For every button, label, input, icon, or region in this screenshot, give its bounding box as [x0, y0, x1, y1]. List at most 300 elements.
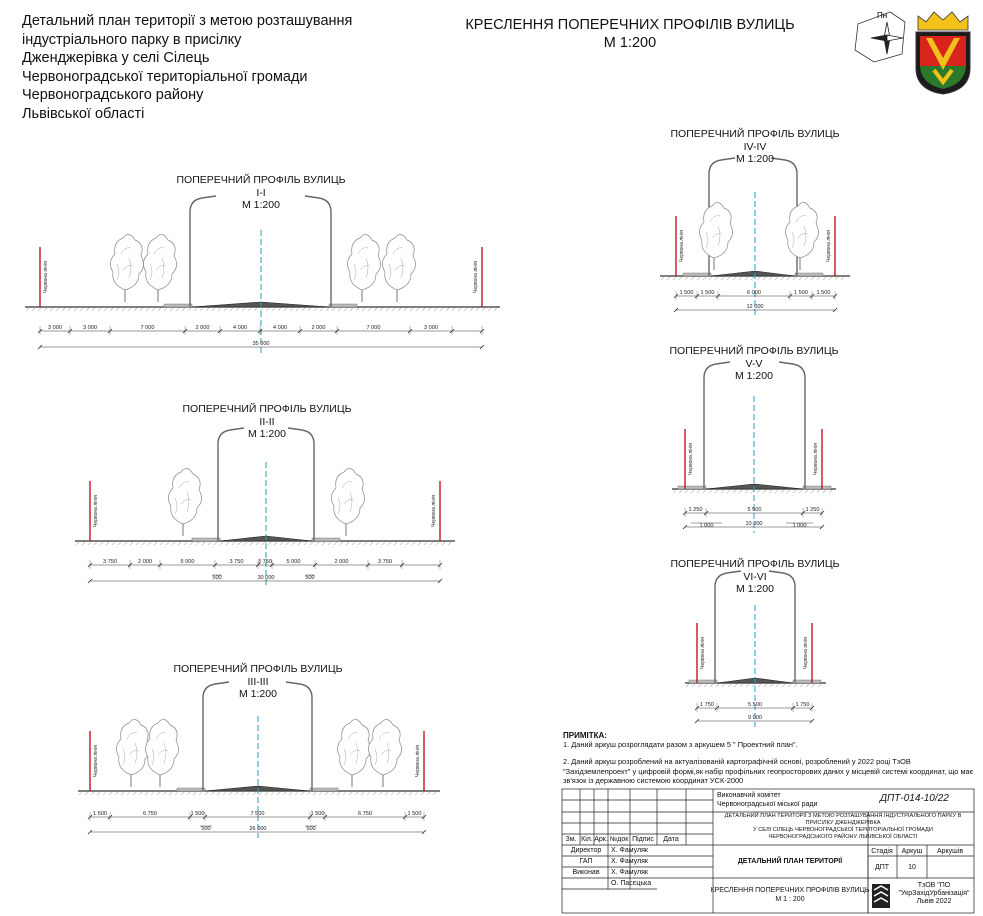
dimension-value: 6 000 — [747, 290, 761, 296]
ground-hatch — [208, 542, 211, 545]
dimension-value: 2 000 — [195, 325, 210, 331]
ground-hatch — [400, 542, 403, 545]
dimension-value: 1 500 — [679, 290, 694, 296]
dimension-value: 1 750 — [700, 702, 714, 708]
dimension-value: 1 500 — [93, 811, 107, 817]
dimension-value: 2 000 — [334, 559, 349, 565]
ground-hatch — [145, 792, 148, 795]
person-role: ГАП — [579, 858, 593, 865]
ground-hatch — [206, 308, 209, 311]
ground-hatch — [104, 308, 107, 311]
ground-hatch — [224, 308, 227, 311]
ground-hatch — [829, 490, 832, 493]
ground-hatch — [398, 308, 401, 311]
ground-hatch — [316, 542, 319, 545]
ground-hatch — [343, 792, 346, 795]
ground-hatch — [187, 792, 190, 795]
sidewalk — [329, 304, 357, 307]
ground-hatch — [91, 792, 94, 795]
ground-hatch — [758, 684, 761, 687]
ground-hatch — [292, 542, 295, 545]
ground-hatch — [476, 308, 479, 311]
ground-hatch — [721, 490, 724, 493]
ground-hatch — [800, 684, 803, 687]
note-item: 2. Даний аркуш розроблений на актуалізованій картографічній основі, розроблений у 2022 році ТзОВ "Західземлепроект" у цифровій формі,як набір профільних геопросторових даних у місцевій системі координат, що має зв'язок із державною системою координат УСК-2000 — [563, 757, 974, 785]
project-desc: ЧЕРВОНОГРАДСЬКОГО РАЙОНУ ЛЬВІВСЬКОЇ ОБЛАСТІ — [768, 834, 918, 840]
street-lamp — [305, 196, 331, 307]
dimension-value: 1 500 — [190, 811, 205, 817]
client-line: Червоноградської міської ради — [717, 801, 818, 808]
ground-hatch — [50, 308, 53, 311]
ground-hatch — [110, 308, 113, 311]
ground-hatch — [382, 542, 385, 545]
ground-hatch — [128, 308, 131, 311]
sheet-title-scale: М 1:200 — [603, 35, 657, 51]
red-line-label: Червона лінія — [813, 443, 819, 475]
project-title-line: Львівської області — [22, 105, 145, 122]
ground-hatch — [242, 308, 245, 311]
ground-hatch — [769, 490, 772, 493]
dimension-value: 3 000 — [83, 325, 97, 331]
sheet-value: 10 — [908, 864, 916, 871]
profile-scale: М 1:200 — [242, 199, 280, 211]
ground-hatch — [248, 308, 251, 311]
ground-hatch — [412, 542, 415, 545]
ground-hatch — [782, 684, 785, 687]
ground-hatch — [811, 277, 814, 280]
ground-hatch — [349, 792, 352, 795]
ground-hatch — [190, 542, 193, 545]
profile-scale: М 1:200 — [735, 370, 773, 382]
ground-hatch — [410, 308, 413, 311]
ground-hatch — [667, 277, 670, 280]
tree-icon — [145, 719, 178, 787]
ground-hatch — [793, 490, 796, 493]
ground-hatch — [124, 542, 127, 545]
ground-hatch — [362, 308, 365, 311]
total-dimension-value: 12 000 — [746, 304, 764, 310]
dimension-value: 3 750 — [229, 559, 244, 565]
ground-hatch — [136, 542, 139, 545]
ground-hatch — [346, 542, 349, 545]
ground-hatch — [388, 542, 391, 545]
ground-hatch — [32, 308, 35, 311]
dimension-value: 3 000 — [48, 325, 62, 331]
ground-hatch — [440, 308, 443, 311]
sidewalk — [793, 680, 821, 683]
col-header: Кіл. — [581, 836, 593, 843]
ground-hatch — [776, 684, 779, 687]
ground-hatch — [775, 490, 778, 493]
ground-hatch — [115, 792, 118, 795]
ground-hatch — [277, 792, 280, 795]
person-name: Х. Фамуляк — [611, 847, 648, 854]
ground-hatch — [745, 277, 748, 280]
ground-hatch — [212, 308, 215, 311]
ground-hatch — [182, 308, 185, 311]
ground-hatch — [367, 792, 370, 795]
ground-hatch — [817, 490, 820, 493]
dimension-value: 2 000 — [138, 559, 152, 565]
ground-hatch — [392, 308, 395, 311]
ground-hatch — [458, 308, 461, 311]
profile-id: III-III — [247, 675, 269, 688]
ground-hatch — [404, 308, 407, 311]
ground-hatch — [232, 542, 235, 545]
ground-hatch — [184, 542, 187, 545]
street-lamp — [288, 428, 314, 541]
plan-name: ДЕТАЛЬНИЙ ПЛАН ТЕРИТОРІЇ — [737, 858, 843, 865]
ground-hatch — [799, 490, 802, 493]
dimension-value: 1 500 — [794, 290, 808, 296]
organization-logo — [872, 884, 890, 908]
profile-II-II — [75, 428, 455, 587]
ground-hatch — [823, 490, 826, 493]
ground-hatch — [757, 490, 760, 493]
project-title-line: Червоноградської територіальної громади — [22, 68, 308, 85]
person-role: Директор — [570, 847, 602, 854]
ground-hatch — [194, 308, 197, 311]
ground-hatch — [685, 277, 688, 280]
ground-hatch — [44, 308, 47, 311]
ground-hatch — [280, 542, 283, 545]
profile-id: I-I — [256, 186, 266, 199]
ground-hatch — [256, 542, 259, 545]
sidewalk — [312, 538, 340, 541]
ground-hatch — [452, 308, 455, 311]
ground-hatch — [361, 792, 364, 795]
ground-hatch — [727, 490, 730, 493]
ground-hatch — [424, 542, 427, 545]
ground-hatch — [794, 684, 797, 687]
project-title-line: Дженджерівка у селі Сілець — [22, 50, 210, 67]
ground-hatch — [799, 277, 802, 280]
dimension-value: 2 000 — [311, 325, 326, 331]
sub-dimension-value: 1 000 — [699, 523, 714, 529]
dimension-value: 1 500 — [310, 811, 325, 817]
sidewalk — [177, 788, 205, 791]
ground-hatch — [301, 792, 304, 795]
ground-hatch — [406, 542, 409, 545]
ground-hatch — [841, 277, 844, 280]
note-heading: ПРИМІТКА: — [563, 731, 607, 740]
ground-hatch — [430, 542, 433, 545]
col-header: №док — [609, 836, 629, 843]
sub-dimension-value: 1 000 — [792, 523, 807, 529]
profile-III-III — [78, 682, 440, 838]
ground-hatch — [322, 542, 325, 545]
tree-icon — [347, 234, 380, 302]
profile-title-III — [173, 663, 342, 701]
ground-hatch — [181, 792, 184, 795]
ground-hatch — [325, 792, 328, 795]
tree-icon — [382, 234, 415, 302]
ground-hatch — [470, 308, 473, 311]
dimension-value: 1 250 — [805, 507, 820, 513]
ground-hatch — [56, 308, 59, 311]
profile-heading: ПОПЕРЕЧНИЙ ПРОФІЛЬ ВУЛИЦЬ — [176, 174, 346, 186]
dimension-value: 7 000 — [366, 325, 381, 331]
ground-hatch — [811, 490, 814, 493]
profile-title-V — [669, 345, 838, 383]
ground-hatch — [163, 792, 166, 795]
ground-hatch — [295, 792, 298, 795]
sidewalk — [795, 273, 823, 276]
ground-hatch — [146, 308, 149, 311]
stage-label: Стадія — [871, 848, 893, 855]
ground-hatch — [166, 542, 169, 545]
ground-hatch — [428, 308, 431, 311]
tree-icon — [368, 719, 401, 787]
ground-hatch — [409, 792, 412, 795]
profile-id: VI-VI — [743, 570, 767, 583]
ground-hatch — [787, 277, 790, 280]
ground-hatch — [158, 308, 161, 311]
profile-IV-IV — [660, 158, 850, 316]
ground-hatch — [818, 684, 821, 687]
ground-hatch — [787, 490, 790, 493]
dimension-value: 7 500 — [250, 811, 265, 817]
ground-hatch — [205, 792, 208, 795]
ground-hatch — [373, 792, 376, 795]
dimension-value: 3 750 — [378, 559, 392, 565]
ground-hatch — [805, 490, 808, 493]
ground-hatch — [781, 490, 784, 493]
ground-hatch — [142, 542, 145, 545]
ground-hatch — [733, 277, 736, 280]
sub-dimension-value: 500 — [305, 575, 315, 581]
ground-hatch — [307, 792, 310, 795]
ground-hatch — [364, 542, 367, 545]
ground-hatch — [703, 490, 706, 493]
dimension-value: 5 000 — [286, 559, 301, 565]
red-line-label: Червона лінія — [93, 495, 99, 527]
tree-icon — [116, 719, 149, 787]
red-line-label: Червона лінія — [803, 637, 809, 669]
ground-hatch — [698, 684, 701, 687]
ground-hatch — [134, 308, 137, 311]
person-name: Х. Фамуляк — [611, 858, 648, 865]
ground-hatch — [314, 308, 317, 311]
ground-hatch — [217, 792, 220, 795]
ground-hatch — [320, 308, 323, 311]
ground-hatch — [121, 792, 124, 795]
ground-hatch — [488, 308, 491, 311]
total-dimension-value: 10 000 — [745, 521, 763, 527]
ground-hatch — [313, 792, 316, 795]
ground-hatch — [788, 684, 791, 687]
ground-hatch — [358, 542, 361, 545]
ground-hatch — [334, 542, 337, 545]
ground-hatch — [739, 490, 742, 493]
ground-hatch — [235, 792, 238, 795]
ground-hatch — [230, 308, 233, 311]
ground-hatch — [175, 792, 178, 795]
ground-hatch — [703, 277, 706, 280]
ground-hatch — [775, 277, 778, 280]
ground-hatch — [226, 542, 229, 545]
project-desc: У СЕЛІ СІЛЕЦЬ ЧЕРВОНОГРАДСЬКОЇ ТЕРИТОРІАЛЬНОЇ ГРОМАДИ — [753, 827, 933, 833]
ground-hatch — [442, 542, 445, 545]
ground-hatch — [62, 308, 65, 311]
ground-hatch — [344, 308, 347, 311]
profile-heading: ПОПЕРЕЧНИЙ ПРОФІЛЬ ВУЛИЦЬ — [182, 403, 352, 415]
dimension-value: 3 750 — [103, 559, 117, 565]
project-title-line: Детальний план території з метою розташування — [22, 13, 353, 29]
sidewalk — [803, 486, 831, 489]
ground-hatch — [103, 792, 106, 795]
ground-hatch — [38, 308, 41, 311]
street-lamp — [190, 196, 216, 307]
org-name: Львів 2022 — [916, 898, 952, 905]
dimension-value: 1 500 — [407, 811, 422, 817]
person-role: Виконав — [572, 869, 600, 876]
ground-hatch — [97, 792, 100, 795]
ground-hatch — [26, 308, 29, 311]
ground-hatch — [199, 792, 202, 795]
ground-hatch — [100, 542, 103, 545]
profile-id: V-V — [745, 357, 763, 370]
ground-hatch — [127, 792, 130, 795]
ground-hatch — [403, 792, 406, 795]
profile-heading: ПОПЕРЕЧНИЙ ПРОФІЛЬ ВУЛИЦЬ — [173, 663, 343, 675]
dimension-value: 6 750 — [143, 811, 157, 817]
ground-hatch — [356, 308, 359, 311]
ground-hatch — [722, 684, 725, 687]
ground-hatch — [368, 308, 371, 311]
dimension-value: 3 750 — [258, 559, 272, 565]
ground-hatch — [464, 308, 467, 311]
project-desc: ПРИСІЛКУ ДЖЕНДЖЕРІВКА — [805, 820, 881, 826]
ground-hatch — [170, 308, 173, 311]
total-dimension-value: 35 000 — [252, 341, 270, 347]
ground-hatch — [271, 792, 274, 795]
ground-hatch — [262, 542, 265, 545]
ground-hatch — [260, 308, 263, 311]
dimension-value: 6 750 — [358, 811, 372, 817]
ground-hatch — [679, 490, 682, 493]
tree-icon — [168, 468, 201, 536]
ground-hatch — [169, 792, 172, 795]
ground-hatch — [728, 684, 731, 687]
ground-hatch — [236, 308, 239, 311]
person-name: О. Пасєцька — [611, 880, 652, 887]
ground-hatch — [704, 684, 707, 687]
ground-hatch — [433, 792, 436, 795]
ground-hatch — [116, 308, 119, 311]
ground-hatch — [709, 277, 712, 280]
total-dimension-value: 9 000 — [748, 715, 762, 721]
ground-hatch — [673, 490, 676, 493]
ground-hatch — [85, 792, 88, 795]
ground-hatch — [152, 308, 155, 311]
ground-hatch — [721, 277, 724, 280]
sidewalk — [310, 788, 338, 791]
dimension-value: 3 000 — [424, 325, 438, 331]
ground-hatch — [781, 277, 784, 280]
project-desc: ДЕТАЛЬНИЙ ПЛАН ТЕРИТОРІЇ З МЕТОЮ РОЗТАШУВАННЯ ІНДУСТРІАЛЬНОГО ПАРКУ В — [724, 813, 962, 819]
ground-hatch — [337, 792, 340, 795]
street-lamp — [218, 428, 244, 541]
ground-hatch — [763, 277, 766, 280]
note-block — [563, 731, 975, 793]
sheet-label: Аркуш — [901, 848, 923, 855]
ground-hatch — [308, 308, 311, 311]
ground-hatch — [764, 684, 767, 687]
compass-label: Пн — [877, 11, 888, 20]
ground-hatch — [274, 542, 277, 545]
sheets-label: Аркушів — [936, 848, 964, 855]
sheet-name: КРЕСЛЕННЯ ПОПЕРЕЧНИХ ПРОФІЛІВ ВУЛИЦЬ — [710, 887, 870, 894]
ground-hatch — [268, 542, 271, 545]
sub-dimension-value: 500 — [306, 826, 316, 832]
profile-heading: ПОПЕРЕЧНИЙ ПРОФІЛЬ ВУЛИЦЬ — [670, 128, 840, 140]
profile-V-V — [672, 362, 836, 533]
ground-hatch — [188, 308, 191, 311]
ground-hatch — [118, 542, 121, 545]
ground-hatch — [154, 542, 157, 545]
ground-hatch — [436, 542, 439, 545]
ground-hatch — [284, 308, 287, 311]
ground-hatch — [289, 792, 292, 795]
ground-hatch — [448, 542, 451, 545]
ground-hatch — [290, 308, 293, 311]
dimension-value: 4 000 — [233, 325, 247, 331]
ground-hatch — [278, 308, 281, 311]
ground-hatch — [370, 542, 373, 545]
red-line-label: Червона лінія — [431, 495, 437, 527]
ground-hatch — [691, 277, 694, 280]
ground-hatch — [434, 308, 437, 311]
ground-hatch — [238, 542, 241, 545]
ground-hatch — [112, 542, 115, 545]
ground-hatch — [94, 542, 97, 545]
ground-hatch — [109, 792, 112, 795]
stage-value: ДПТ — [874, 864, 890, 871]
ground-hatch — [164, 308, 167, 311]
red-line-label: Червона лінія — [679, 230, 685, 262]
dimension-value: 7 000 — [140, 325, 155, 331]
dimension-value: 1 500 — [816, 290, 831, 296]
ground-hatch — [319, 792, 322, 795]
profile-title-IV — [670, 128, 839, 166]
dimension-value: 5 500 — [747, 507, 762, 513]
ground-hatch — [806, 684, 809, 687]
person-name: Х. Фамуляк — [611, 869, 648, 876]
ground-hatch — [130, 542, 133, 545]
ground-hatch — [151, 792, 154, 795]
ground-hatch — [122, 308, 125, 311]
profile-scale: М 1:200 — [239, 688, 277, 700]
ground-hatch — [739, 277, 742, 280]
ground-hatch — [757, 277, 760, 280]
total-dimension-value: 26 000 — [249, 826, 267, 832]
ground-hatch — [709, 490, 712, 493]
road-surface — [711, 271, 795, 276]
ground-hatch — [283, 792, 286, 795]
sub-dimension-value: 500 — [201, 826, 211, 832]
ground-hatch — [769, 277, 772, 280]
tree-icon — [110, 234, 143, 302]
project-title-line: Червоноградського району — [22, 87, 204, 104]
ground-hatch — [92, 308, 95, 311]
ground-hatch — [835, 277, 838, 280]
ground-hatch — [710, 684, 713, 687]
ground-hatch — [310, 542, 313, 545]
profile-title-II — [182, 403, 351, 441]
ground-hatch — [74, 308, 77, 311]
ground-hatch — [394, 542, 397, 545]
